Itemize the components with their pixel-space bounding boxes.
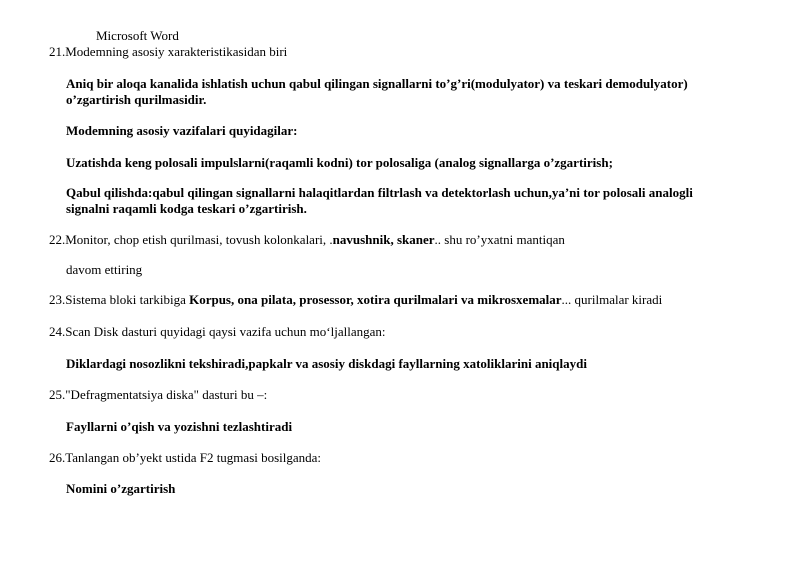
- question-23-prefix: 23.Sistema bloki tarkibiga: [49, 292, 190, 307]
- answer-21-item-1: Uzatishda keng polosali impulslarni(raqamli kodni) tor polosaliga (analog signallarga o’zgartirish;: [66, 155, 613, 170]
- answer-26: Nomini o’zgartirish: [66, 481, 176, 496]
- question-22-suffix: .. shu ro’yxatni mantiqan: [434, 232, 565, 247]
- question-25: 25."Defragmentatsiya diska" dasturi bu –:: [49, 387, 268, 402]
- answer-21-item-2-line-2: signalni raqamli kodga teskari o’zgartirish.: [66, 201, 307, 216]
- question-22-continuation: davom ettiring: [66, 262, 143, 277]
- answer-21-item-2-line-1: Qabul qilishda:qabul qilingan signallarni halaqitlardan filtrlash va detektorlash uchun,ya’ni tor polosali analogli: [66, 185, 693, 200]
- question-24: 24.Scan Disk dasturi quyidagi qaysi vazifa uchun mo‘ljallangan:: [49, 324, 386, 339]
- question-23-suffix: ... qurilmalar kiradi: [561, 292, 663, 307]
- answer-21-line-1: Aniq bir aloqa kanalida ishlatish uchun qabul qilingan signallarni to’g’ri(modulyator) va teskari demodulyator): [66, 76, 688, 91]
- question-26: 26.Tanlangan ob’yekt ustida F2 tugmasi bosilganda:: [49, 450, 322, 465]
- question-23-answer: Korpus, ona pilata, prosessor, xotira qurilmalari va mikrosxemalar: [189, 292, 562, 307]
- question-21: 21.Modemning asosiy xarakteristikasidan biri: [49, 44, 288, 59]
- answer-21-line-2: o’zgartirish qurilmasidir.: [66, 92, 207, 107]
- answer-21-subheading: Modemning asosiy vazifalari quyidagilar:: [66, 123, 298, 138]
- question-22: [49, 232, 565, 248]
- document-header: Microsoft Word: [96, 28, 179, 43]
- answer-25: Fayllarni o’qish va yozishni tezlashtiradi: [66, 419, 293, 434]
- question-22-answer: navushnik, skaner: [332, 232, 435, 247]
- question-22-prefix: 22.Monitor, chop etish qurilmasi, tovush kolonkalari, .: [49, 232, 333, 247]
- question-23: [49, 292, 662, 308]
- answer-24: Diklardagi nosozlikni tekshiradi,papkalr va asosiy diskdagi fayllarning xatoliklarini aniqlaydi: [66, 356, 587, 371]
